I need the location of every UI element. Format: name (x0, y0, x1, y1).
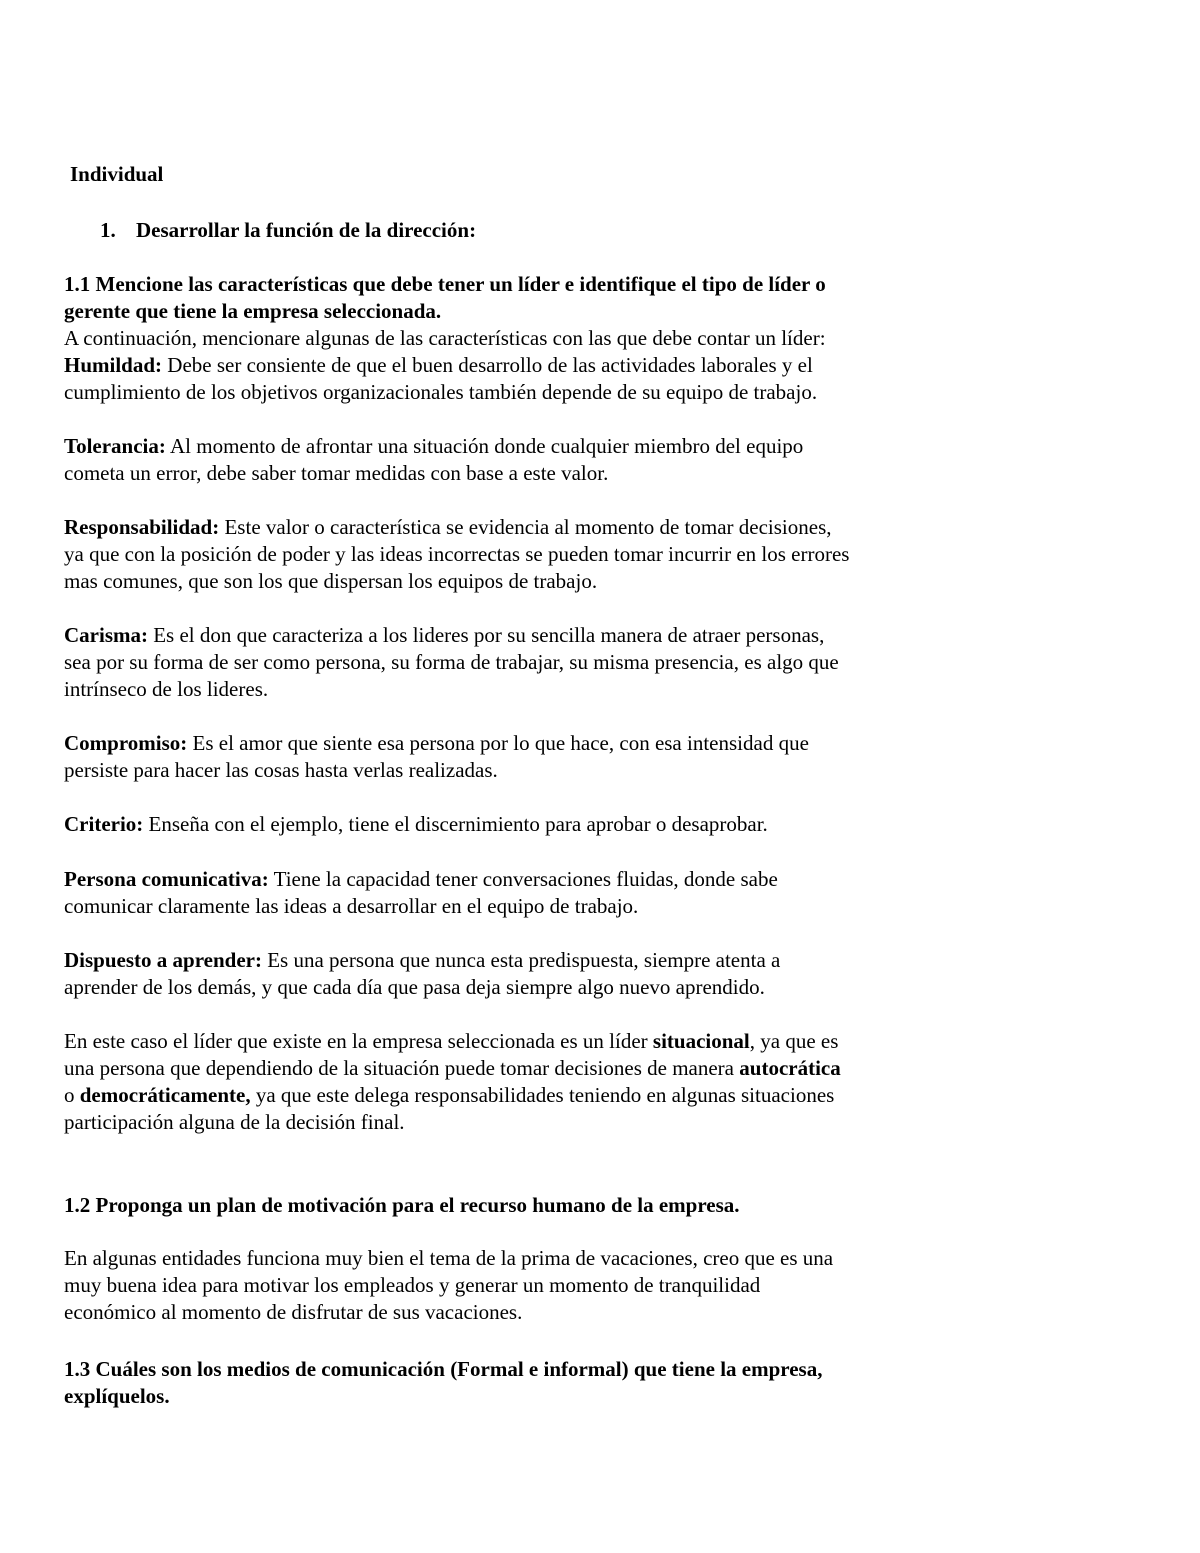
section-title: Desarrollar la función de la dirección: (136, 218, 477, 242)
trait-criterio-line1: Criterio: Enseña con el ejemplo, tiene el discernimiento para aprobar o desaprobar. (64, 812, 768, 836)
trait-term: Compromiso: (64, 731, 188, 755)
question-1-3-line2: explíquelos. (64, 1384, 170, 1408)
trait-responsabilidad-line2: ya que con la posición de poder y las ideas incorrectas se pueden tomar incurrir en los errores (64, 542, 850, 566)
trait-humildad-line2: cumplimiento de los objetivos organizacionales también depende de su equipo de trabajo. (64, 380, 818, 404)
question-1-2-answer-line3: económico al momento de disfrutar de sus vacaciones. (64, 1300, 523, 1324)
question-1-2-answer-line1: En algunas entidades funciona muy bien el tema de la prima de vacaciones, creo que es una (64, 1246, 834, 1270)
trait-term: Tolerancia: (64, 434, 166, 458)
trait-term: Criterio: (64, 812, 144, 836)
conclusion-line4: participación alguna de la decisión final. (64, 1110, 405, 1134)
trait-comunicativa-line1: Persona comunicativa: Tiene la capacidad tener conversaciones fluidas, donde sabe (64, 867, 778, 891)
conclusion-line1: En este caso el líder que existe en la empresa seleccionada es un líder situacional, ya que es (64, 1029, 839, 1053)
trait-tolerancia-line1: Tolerancia: Al momento de afrontar una situación donde cualquier miembro del equipo (64, 434, 804, 458)
trait-responsabilidad-line1: Responsabilidad: Este valor o característica se evidencia al momento de tomar decisiones, (64, 515, 832, 539)
section-number: 1. (100, 218, 116, 242)
conclusion-line3: o democráticamente, ya que este delega responsabilidades teniendo en algunas situaciones (64, 1083, 835, 1107)
question-1-3-line1: 1.3 Cuáles son los medios de comunicación (Formal e informal) que tiene la empresa, (64, 1357, 823, 1381)
trait-carisma-line3: intrínseco de los lideres. (64, 677, 269, 701)
trait-term: Humildad: (64, 353, 163, 377)
trait-compromiso-line2: persiste para hacer las cosas hasta verlas realizadas. (64, 758, 498, 782)
conclusion-line2: una persona que dependiendo de la situación puede tomar decisiones de manera autocrática (64, 1056, 841, 1080)
question-1-2-answer-line2: muy buena idea para motivar los empleados y generar un momento de tranquilidad (64, 1273, 761, 1297)
trait-term: Responsabilidad: (64, 515, 220, 539)
intro-text: A continuación, mencionare algunas de las características con las que debe contar un líder: (64, 326, 826, 350)
trait-aprender-line1: Dispuesto a aprender: Es una persona que nunca esta predispuesta, siempre atenta a (64, 948, 781, 972)
question-1-1-line1: 1.1 Mencione las características que debe tener un líder e identifique el tipo de líder o (64, 272, 826, 296)
question-1-1-line2: gerente que tiene la empresa seleccionada. (64, 299, 442, 323)
trait-comunicativa-line2: comunicar claramente las ideas a desarrollar en el equipo de trabajo. (64, 894, 639, 918)
trait-term: Dispuesto a aprender: (64, 948, 262, 972)
section-heading (100, 217, 477, 244)
trait-responsabilidad-line3: mas comunes, que son los que dispersan los equipos de trabajo. (64, 569, 598, 593)
question-1-2-title: 1.2 Proponga un plan de motivación para el recurso humano de la empresa. (64, 1193, 740, 1217)
trait-compromiso-line1: Compromiso: Es el amor que siente esa persona por lo que hace, con esa intensidad que (64, 731, 809, 755)
trait-tolerancia-line2: cometa un error, debe saber tomar medidas con base a este valor. (64, 461, 609, 485)
trait-carisma-line2: sea por su forma de ser como persona, su forma de trabajar, su misma presencia, es algo que (64, 650, 839, 674)
page-title: Individual (70, 162, 164, 186)
trait-aprender-line2: aprender de los demás, y que cada día que pasa deja siempre algo nuevo aprendido. (64, 975, 765, 999)
trait-carisma-line1: Carisma: Es el don que caracteriza a los lideres por su sencilla manera de atraer personas, (64, 623, 825, 647)
trait-humildad-line1: Humildad: Debe ser consiente de que el buen desarrollo de las actividades laborales y el (64, 353, 813, 377)
trait-term: Persona comunicativa: (64, 867, 269, 891)
trait-term: Carisma: (64, 623, 148, 647)
